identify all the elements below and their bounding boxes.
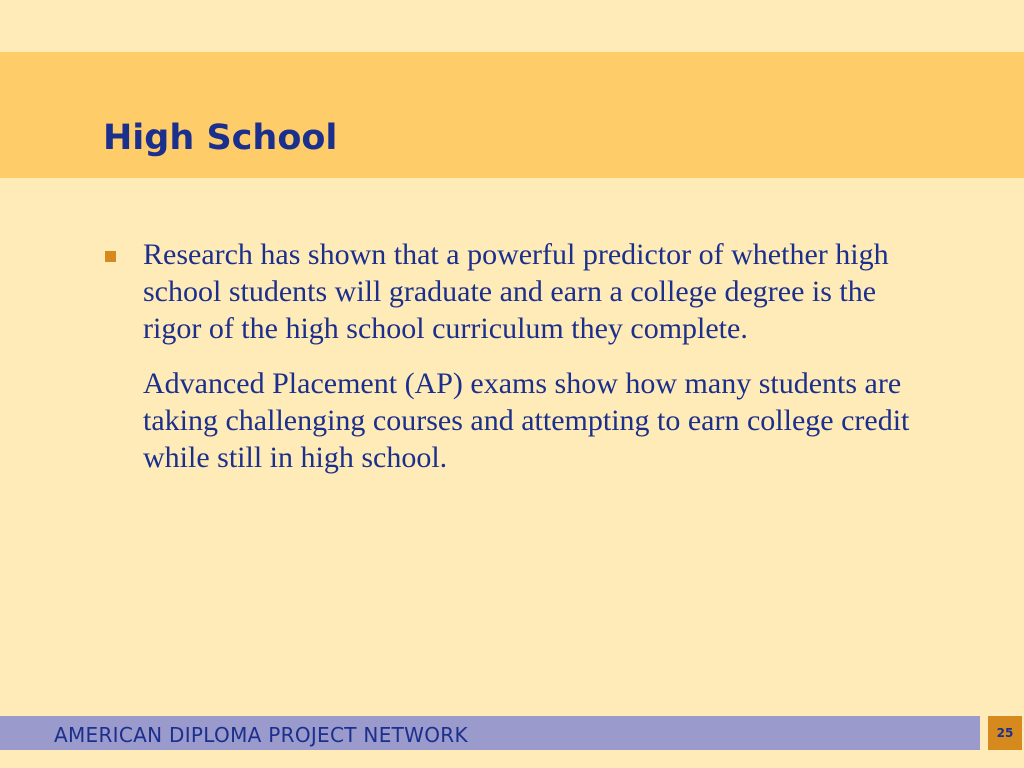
- footer-org-name: AMERICAN DIPLOMA PROJECT NETWORK: [54, 723, 468, 747]
- slide-title: High School: [103, 118, 338, 158]
- bullet-text: Research has shown that a powerful predictor of whether high school students will graduate and earn a college degree is the rigor of the high school curriculum they complete.: [143, 238, 889, 345]
- bullet-item: [103, 236, 923, 347]
- slide-body: [103, 236, 923, 476]
- page-number-box: [988, 716, 1022, 750]
- square-bullet-icon: [105, 251, 116, 262]
- page-number: 25: [996, 726, 1014, 740]
- continuation-paragraph: Advanced Placement (AP) exams show how many students are taking challenging courses and attempting to earn college credit while still in high school.: [143, 367, 910, 474]
